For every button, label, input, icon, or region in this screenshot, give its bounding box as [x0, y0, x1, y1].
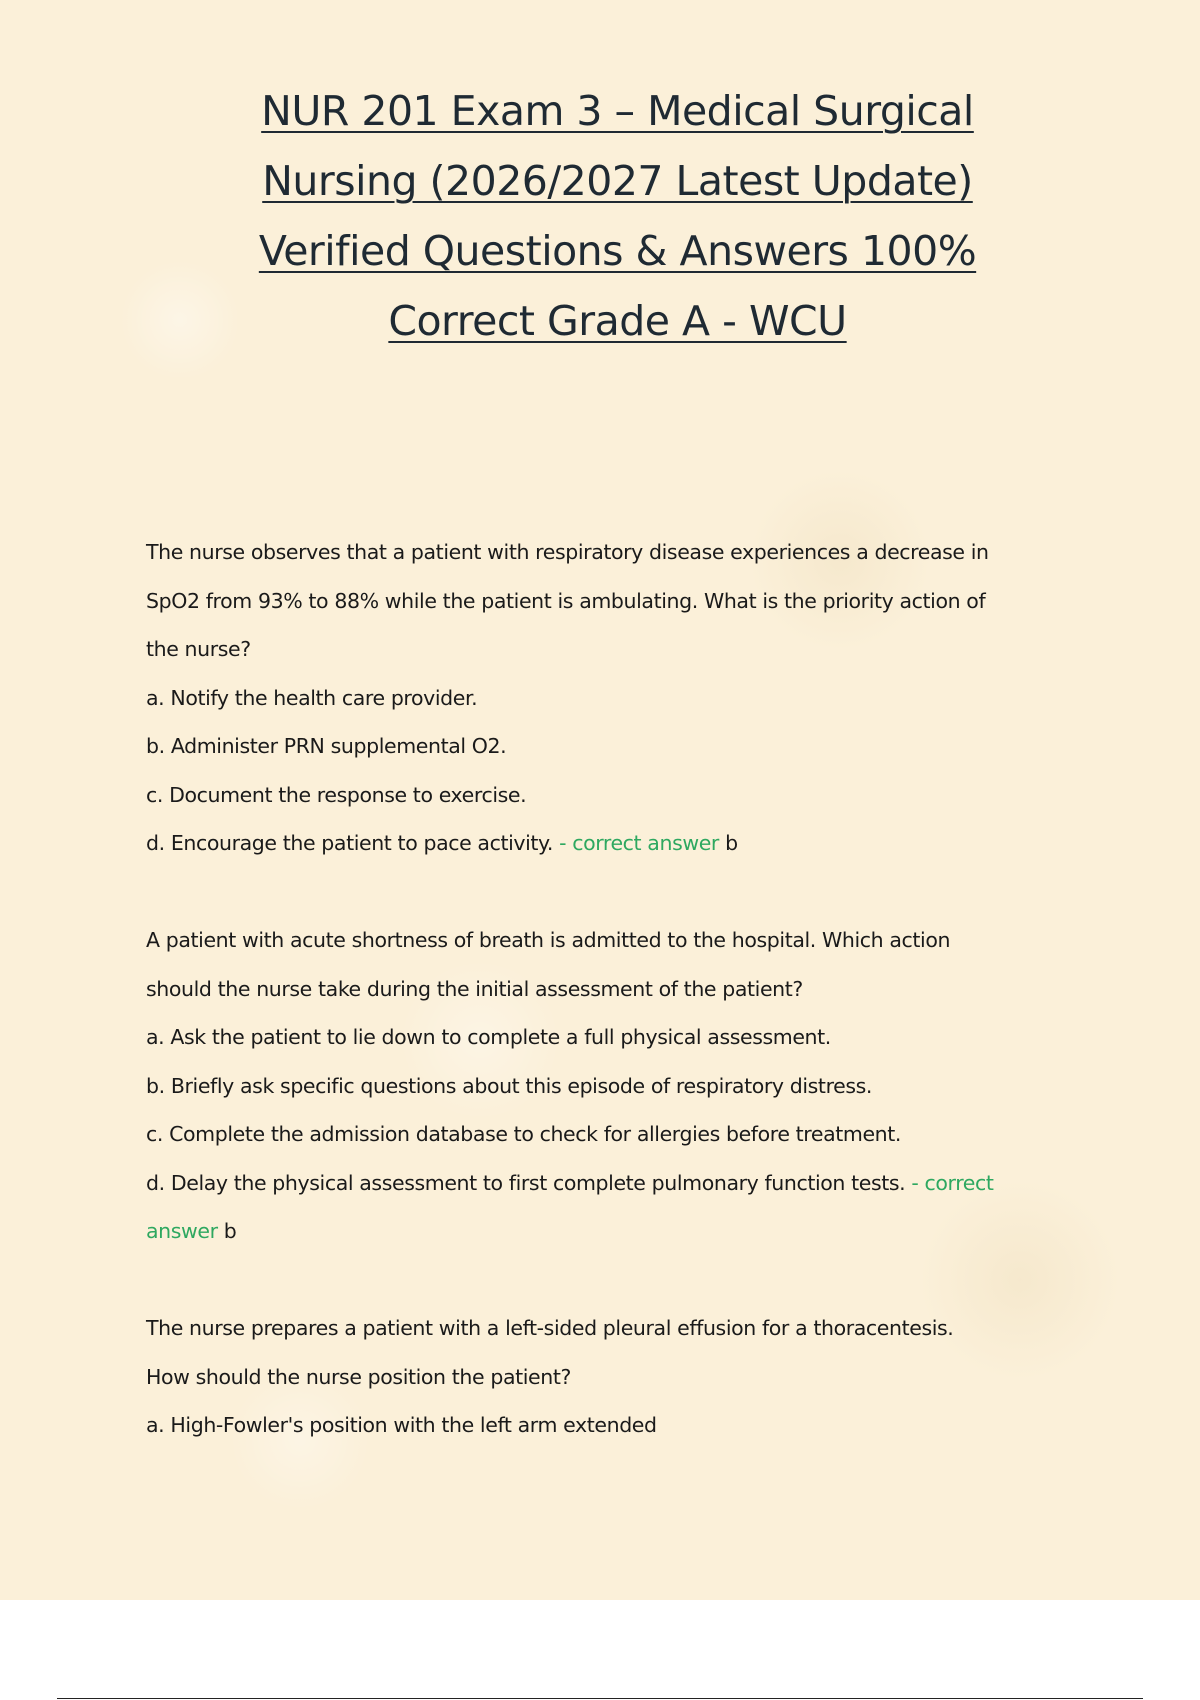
document-title: [200, 76, 1035, 356]
question-2-answer: b: [217, 1219, 237, 1243]
question-2: [146, 916, 1096, 1256]
title-line-3: Verified Questions & Answers 100%: [258, 227, 977, 275]
question-2-option-d-line: [146, 1159, 1096, 1208]
question-2-option-b: b. Briefly ask specific questions about this episode of respiratory distress.: [146, 1073, 873, 1098]
question-3: [146, 1304, 1096, 1450]
question-2-option-d: d. Delay the physical assessment to first complete pulmonary function tests.: [146, 1170, 906, 1195]
question-1-stem-line-1: The nurse observes that a patient with respiratory disease experiences a decrease in: [146, 540, 989, 564]
question-2-answer-line: [146, 1207, 1096, 1256]
question-1-option-b: b. Administer PRN supplemental O2.: [146, 734, 507, 758]
title-line-4: Correct Grade A - WCU: [388, 297, 847, 345]
question-3-stem-line-1: The nurse prepares a patient with a left-sided pleural effusion for a thoracentesis.: [146, 1316, 954, 1340]
footer-divider: [57, 1698, 1143, 1699]
question-3-stem-line-2: How should the nurse position the patient?: [146, 1364, 571, 1389]
question-1-option-a: a. Notify the health care provider.: [146, 685, 478, 710]
question-1-stem-line-3: the nurse?: [146, 637, 251, 661]
question-3-option-a: a. High-Fowler's position with the left arm extended: [146, 1413, 657, 1437]
question-1-option-c: c. Document the response to exercise.: [146, 782, 527, 807]
title-line-2: Nursing (2026/2027 Latest Update): [262, 157, 973, 205]
title-line-1: NUR 201 Exam 3 – Medical Surgical: [261, 87, 974, 135]
question-2-option-a: a. Ask the patient to lie down to complete a full physical assessment.: [146, 1025, 831, 1049]
correct-answer-label-part2: answer: [146, 1219, 218, 1243]
question-1-option-d: d. Encourage the patient to pace activity.: [146, 831, 553, 855]
question-1-option-d-line: [146, 819, 1096, 868]
correct-answer-label: - correct answer: [552, 831, 719, 855]
question-2-stem-line-2: should the nurse take during the initial assessment of the patient?: [146, 976, 803, 1001]
question-1: [146, 528, 1096, 868]
question-1-stem-line-2: SpO2 from 93% to 88% while the patient is ambulating. What is the priority action of: [146, 588, 986, 613]
question-2-option-c: c. Complete the admission database to check for allergies before treatment.: [146, 1122, 902, 1146]
question-1-answer: b: [718, 831, 738, 855]
correct-answer-label-part1: - correct: [905, 1170, 994, 1195]
question-2-stem-line-1: A patient with acute shortness of breath is admitted to the hospital. Which action: [146, 928, 951, 952]
questions-content: [146, 528, 1096, 1498]
